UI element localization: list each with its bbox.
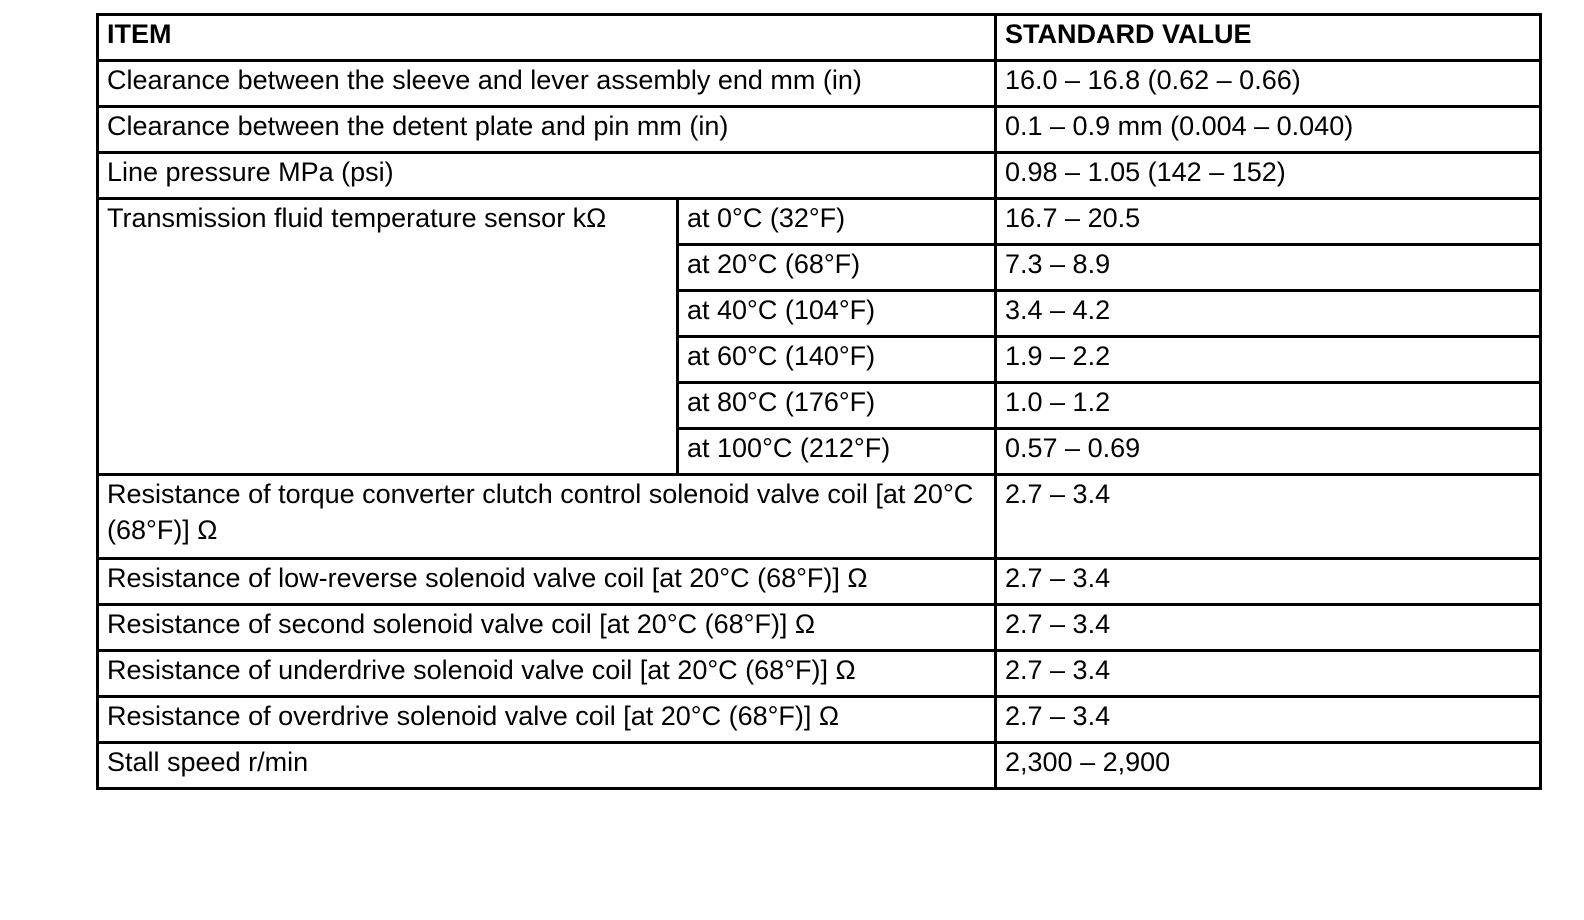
- sensor-condition: at 0°C (32°F): [678, 199, 996, 245]
- row-item: Clearance between the detent plate and pin mm (in): [98, 107, 996, 153]
- table-header-row: [98, 15, 1541, 61]
- sensor-condition: at 40°C (104°F): [678, 291, 996, 337]
- row-value: 2.7 – 3.4: [996, 559, 1541, 605]
- row-value: 2.7 – 3.4: [996, 475, 1541, 559]
- header-standard-value: STANDARD VALUE: [996, 15, 1541, 61]
- row-value: 0.1 – 0.9 mm (0.004 – 0.040): [996, 107, 1541, 153]
- row-value: 2.7 – 3.4: [996, 697, 1541, 743]
- row-value: 2,300 – 2,900: [996, 743, 1541, 789]
- table-row: [98, 153, 1541, 199]
- table-row: [98, 605, 1541, 651]
- row-item: Resistance of low-reverse solenoid valve coil [at 20°C (68°F)] Ω: [98, 559, 996, 605]
- standard-value-table: [96, 13, 1542, 790]
- row-item: Resistance of second solenoid valve coil [at 20°C (68°F)] Ω: [98, 605, 996, 651]
- table-row: [98, 475, 1541, 559]
- table-row: [98, 199, 1541, 245]
- table-row: [98, 61, 1541, 107]
- sensor-item: Transmission fluid temperature sensor kΩ: [98, 199, 678, 475]
- table-row: [98, 559, 1541, 605]
- table-row: [98, 107, 1541, 153]
- sensor-condition: at 60°C (140°F): [678, 337, 996, 383]
- row-item: Stall speed r/min: [98, 743, 996, 789]
- sensor-value: 7.3 – 8.9: [996, 245, 1541, 291]
- row-value: 2.7 – 3.4: [996, 651, 1541, 697]
- sensor-condition: at 20°C (68°F): [678, 245, 996, 291]
- row-item: Clearance between the sleeve and lever assembly end mm (in): [98, 61, 996, 107]
- row-value: 2.7 – 3.4: [996, 605, 1541, 651]
- sensor-value: 3.4 – 4.2: [996, 291, 1541, 337]
- row-item: Line pressure MPa (psi): [98, 153, 996, 199]
- table-row: [98, 697, 1541, 743]
- table-row: [98, 743, 1541, 789]
- table-row: [98, 651, 1541, 697]
- row-value: 0.98 – 1.05 (142 – 152): [996, 153, 1541, 199]
- sensor-value: 16.7 – 20.5: [996, 199, 1541, 245]
- sensor-condition: at 100°C (212°F): [678, 429, 996, 475]
- sensor-condition: at 80°C (176°F): [678, 383, 996, 429]
- header-item: ITEM: [98, 15, 996, 61]
- row-item: Resistance of underdrive solenoid valve coil [at 20°C (68°F)] Ω: [98, 651, 996, 697]
- row-item: Resistance of torque converter clutch control solenoid valve coil [at 20°C (68°F)] Ω: [98, 475, 996, 559]
- row-value: 16.0 – 16.8 (0.62 – 0.66): [996, 61, 1541, 107]
- row-item: Resistance of overdrive solenoid valve coil [at 20°C (68°F)] Ω: [98, 697, 996, 743]
- sensor-value: 0.57 – 0.69: [996, 429, 1541, 475]
- sensor-value: 1.9 – 2.2: [996, 337, 1541, 383]
- sensor-value: 1.0 – 1.2: [996, 383, 1541, 429]
